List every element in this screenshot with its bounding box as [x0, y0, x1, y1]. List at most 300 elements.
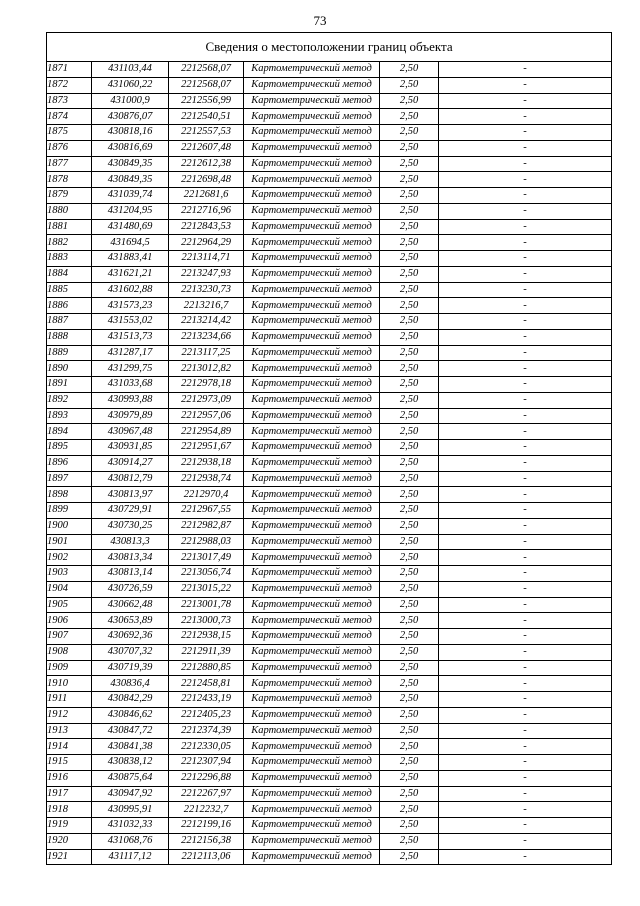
description-cell: -: [439, 298, 612, 314]
description-cell: -: [439, 156, 612, 172]
description-cell: -: [439, 818, 612, 834]
x-coordinate-cell: 431000,9: [92, 93, 169, 109]
accuracy-cell: 2,50: [380, 455, 439, 471]
description-cell: -: [439, 109, 612, 125]
method-cell: Картометрический метод: [244, 487, 380, 503]
accuracy-cell: 2,50: [380, 408, 439, 424]
accuracy-cell: 2,50: [380, 613, 439, 629]
y-coordinate-cell: 2212540,51: [169, 109, 244, 125]
x-coordinate-cell: 430849,35: [92, 156, 169, 172]
point-number-cell: 1921: [47, 849, 92, 865]
accuracy-cell: 2,50: [380, 566, 439, 582]
y-coordinate-cell: 2212970,4: [169, 487, 244, 503]
description-cell: -: [439, 770, 612, 786]
description-cell: -: [439, 140, 612, 156]
table-row: [47, 188, 612, 204]
table-row: [47, 471, 612, 487]
description-cell: -: [439, 487, 612, 503]
point-number-cell: 1899: [47, 503, 92, 519]
point-number-cell: 1911: [47, 692, 92, 708]
description-cell: -: [439, 314, 612, 330]
table-row: [47, 172, 612, 188]
point-number-cell: 1916: [47, 770, 92, 786]
description-cell: -: [439, 377, 612, 393]
y-coordinate-cell: 2212967,55: [169, 503, 244, 519]
description-cell: -: [439, 361, 612, 377]
description-cell: -: [439, 188, 612, 204]
method-cell: Картометрический метод: [244, 440, 380, 456]
point-number-cell: 1913: [47, 723, 92, 739]
x-coordinate-cell: 430812,79: [92, 471, 169, 487]
x-coordinate-cell: 431117,12: [92, 849, 169, 865]
table-row: [47, 62, 612, 78]
accuracy-cell: 2,50: [380, 345, 439, 361]
description-cell: -: [439, 219, 612, 235]
table-row: [47, 203, 612, 219]
table-row: [47, 219, 612, 235]
y-coordinate-cell: 2213012,82: [169, 361, 244, 377]
table-row: [47, 140, 612, 156]
y-coordinate-cell: 2212199,16: [169, 818, 244, 834]
method-cell: Картометрический метод: [244, 786, 380, 802]
y-coordinate-cell: 2212698,48: [169, 172, 244, 188]
x-coordinate-cell: 431287,17: [92, 345, 169, 361]
point-number-cell: 1909: [47, 660, 92, 676]
accuracy-cell: 2,50: [380, 581, 439, 597]
accuracy-cell: 2,50: [380, 203, 439, 219]
table-row: [47, 739, 612, 755]
x-coordinate-cell: 430813,3: [92, 534, 169, 550]
method-cell: Картометрический метод: [244, 644, 380, 660]
table-row: [47, 487, 612, 503]
x-coordinate-cell: 431883,41: [92, 251, 169, 267]
description-cell: -: [439, 786, 612, 802]
y-coordinate-cell: 2212681,6: [169, 188, 244, 204]
accuracy-cell: 2,50: [380, 251, 439, 267]
table-row: [47, 329, 612, 345]
y-coordinate-cell: 2213056,74: [169, 566, 244, 582]
method-cell: Картометрический метод: [244, 392, 380, 408]
point-number-cell: 1912: [47, 707, 92, 723]
point-number-cell: 1920: [47, 833, 92, 849]
description-cell: -: [439, 739, 612, 755]
description-cell: -: [439, 566, 612, 582]
y-coordinate-cell: 2212978,18: [169, 377, 244, 393]
y-coordinate-cell: 2212113,06: [169, 849, 244, 865]
x-coordinate-cell: 431032,33: [92, 818, 169, 834]
table-row: [47, 581, 612, 597]
boundary-coordinates-table: [46, 32, 612, 865]
table-row: [47, 849, 612, 865]
description-cell: -: [439, 266, 612, 282]
accuracy-cell: 2,50: [380, 361, 439, 377]
accuracy-cell: 2,50: [380, 62, 439, 78]
accuracy-cell: 2,50: [380, 692, 439, 708]
table-row: [47, 802, 612, 818]
accuracy-cell: 2,50: [380, 314, 439, 330]
x-coordinate-cell: 430979,89: [92, 408, 169, 424]
method-cell: Картометрический метод: [244, 755, 380, 771]
accuracy-cell: 2,50: [380, 770, 439, 786]
x-coordinate-cell: 430836,4: [92, 676, 169, 692]
table-row: [47, 251, 612, 267]
accuracy-cell: 2,50: [380, 802, 439, 818]
y-coordinate-cell: 2212938,74: [169, 471, 244, 487]
accuracy-cell: 2,50: [380, 755, 439, 771]
accuracy-cell: 2,50: [380, 298, 439, 314]
description-cell: -: [439, 802, 612, 818]
point-number-cell: 1915: [47, 755, 92, 771]
y-coordinate-cell: 2212557,53: [169, 125, 244, 141]
table-row: [47, 550, 612, 566]
description-cell: -: [439, 93, 612, 109]
method-cell: Картометрический метод: [244, 140, 380, 156]
point-number-cell: 1905: [47, 597, 92, 613]
description-cell: -: [439, 660, 612, 676]
method-cell: Картометрический метод: [244, 188, 380, 204]
accuracy-cell: 2,50: [380, 77, 439, 93]
point-number-cell: 1880: [47, 203, 92, 219]
x-coordinate-cell: 430876,07: [92, 109, 169, 125]
x-coordinate-cell: 430816,69: [92, 140, 169, 156]
x-coordinate-cell: 430849,35: [92, 172, 169, 188]
x-coordinate-cell: 431103,44: [92, 62, 169, 78]
method-cell: Картометрический метод: [244, 503, 380, 519]
y-coordinate-cell: 2212973,09: [169, 392, 244, 408]
y-coordinate-cell: 2212716,96: [169, 203, 244, 219]
description-cell: -: [439, 597, 612, 613]
accuracy-cell: 2,50: [380, 487, 439, 503]
table-row: [47, 345, 612, 361]
point-number-cell: 1881: [47, 219, 92, 235]
point-number-cell: 1888: [47, 329, 92, 345]
description-cell: -: [439, 125, 612, 141]
x-coordinate-cell: 430931,85: [92, 440, 169, 456]
description-cell: -: [439, 282, 612, 298]
table-row: [47, 786, 612, 802]
x-coordinate-cell: 431694,5: [92, 235, 169, 251]
point-number-cell: 1873: [47, 93, 92, 109]
point-number-cell: 1890: [47, 361, 92, 377]
y-coordinate-cell: 2212330,05: [169, 739, 244, 755]
x-coordinate-cell: 430813,97: [92, 487, 169, 503]
table-row: [47, 125, 612, 141]
x-coordinate-cell: 430842,29: [92, 692, 169, 708]
point-number-cell: 1897: [47, 471, 92, 487]
accuracy-cell: 2,50: [380, 282, 439, 298]
table-row: [47, 692, 612, 708]
y-coordinate-cell: 2212433,19: [169, 692, 244, 708]
y-coordinate-cell: 2212458,81: [169, 676, 244, 692]
accuracy-cell: 2,50: [380, 172, 439, 188]
x-coordinate-cell: 430838,12: [92, 755, 169, 771]
method-cell: Картометрический метод: [244, 251, 380, 267]
method-cell: Картометрический метод: [244, 739, 380, 755]
x-coordinate-cell: 430719,39: [92, 660, 169, 676]
method-cell: Картометрический метод: [244, 235, 380, 251]
point-number-cell: 1919: [47, 818, 92, 834]
point-number-cell: 1894: [47, 424, 92, 440]
point-number-cell: 1886: [47, 298, 92, 314]
description-cell: -: [439, 235, 612, 251]
table-row: [47, 723, 612, 739]
y-coordinate-cell: 2212568,07: [169, 62, 244, 78]
x-coordinate-cell: 430875,64: [92, 770, 169, 786]
method-cell: Картометрический метод: [244, 707, 380, 723]
description-cell: -: [439, 833, 612, 849]
y-coordinate-cell: 2212988,03: [169, 534, 244, 550]
table-row: [47, 644, 612, 660]
y-coordinate-cell: 2212880,85: [169, 660, 244, 676]
description-cell: -: [439, 345, 612, 361]
table-row: [47, 408, 612, 424]
description-cell: -: [439, 629, 612, 645]
description-cell: -: [439, 62, 612, 78]
description-cell: -: [439, 408, 612, 424]
accuracy-cell: 2,50: [380, 833, 439, 849]
x-coordinate-cell: 430730,25: [92, 518, 169, 534]
x-coordinate-cell: 430914,27: [92, 455, 169, 471]
description-cell: -: [439, 455, 612, 471]
accuracy-cell: 2,50: [380, 109, 439, 125]
x-coordinate-cell: 431513,73: [92, 329, 169, 345]
y-coordinate-cell: 2213214,42: [169, 314, 244, 330]
point-number-cell: 1885: [47, 282, 92, 298]
accuracy-cell: 2,50: [380, 266, 439, 282]
method-cell: Картометрический метод: [244, 314, 380, 330]
description-cell: -: [439, 613, 612, 629]
accuracy-cell: 2,50: [380, 156, 439, 172]
description-cell: -: [439, 707, 612, 723]
y-coordinate-cell: 2212964,29: [169, 235, 244, 251]
x-coordinate-cell: 431602,88: [92, 282, 169, 298]
description-cell: -: [439, 550, 612, 566]
method-cell: Картометрический метод: [244, 329, 380, 345]
point-number-cell: 1918: [47, 802, 92, 818]
point-number-cell: 1877: [47, 156, 92, 172]
table-row: [47, 361, 612, 377]
x-coordinate-cell: 431573,23: [92, 298, 169, 314]
accuracy-cell: 2,50: [380, 188, 439, 204]
description-cell: -: [439, 534, 612, 550]
point-number-cell: 1907: [47, 629, 92, 645]
description-cell: -: [439, 392, 612, 408]
point-number-cell: 1895: [47, 440, 92, 456]
description-cell: -: [439, 77, 612, 93]
method-cell: Картометрический метод: [244, 62, 380, 78]
section-title: Сведения о местоположении границ объекта: [47, 33, 612, 62]
description-cell: -: [439, 203, 612, 219]
point-number-cell: 1893: [47, 408, 92, 424]
table-row: [47, 377, 612, 393]
description-cell: -: [439, 251, 612, 267]
x-coordinate-cell: 431033,68: [92, 377, 169, 393]
table-row: [47, 818, 612, 834]
point-number-cell: 1871: [47, 62, 92, 78]
point-number-cell: 1903: [47, 566, 92, 582]
accuracy-cell: 2,50: [380, 392, 439, 408]
description-cell: -: [439, 723, 612, 739]
accuracy-cell: 2,50: [380, 235, 439, 251]
method-cell: Картометрический метод: [244, 629, 380, 645]
x-coordinate-cell: 431068,76: [92, 833, 169, 849]
y-coordinate-cell: 2212374,39: [169, 723, 244, 739]
x-coordinate-cell: 430995,91: [92, 802, 169, 818]
table-row: [47, 613, 612, 629]
point-number-cell: 1878: [47, 172, 92, 188]
description-cell: -: [439, 440, 612, 456]
method-cell: Картометрический метод: [244, 676, 380, 692]
method-cell: Картометрический метод: [244, 534, 380, 550]
point-number-cell: 1902: [47, 550, 92, 566]
y-coordinate-cell: 2212556,99: [169, 93, 244, 109]
point-number-cell: 1900: [47, 518, 92, 534]
x-coordinate-cell: 431553,02: [92, 314, 169, 330]
x-coordinate-cell: 431480,69: [92, 219, 169, 235]
accuracy-cell: 2,50: [380, 329, 439, 345]
y-coordinate-cell: 2213230,73: [169, 282, 244, 298]
table-row: [47, 660, 612, 676]
accuracy-cell: 2,50: [380, 660, 439, 676]
x-coordinate-cell: 431621,21: [92, 266, 169, 282]
accuracy-cell: 2,50: [380, 503, 439, 519]
accuracy-cell: 2,50: [380, 550, 439, 566]
x-coordinate-cell: 431060,22: [92, 77, 169, 93]
method-cell: Картометрический метод: [244, 125, 380, 141]
method-cell: Картометрический метод: [244, 266, 380, 282]
y-coordinate-cell: 2212568,07: [169, 77, 244, 93]
point-number-cell: 1898: [47, 487, 92, 503]
accuracy-cell: 2,50: [380, 93, 439, 109]
method-cell: Картометрический метод: [244, 471, 380, 487]
method-cell: Картометрический метод: [244, 408, 380, 424]
y-coordinate-cell: 2213247,93: [169, 266, 244, 282]
method-cell: Картометрический метод: [244, 660, 380, 676]
method-cell: Картометрический метод: [244, 172, 380, 188]
table-row: [47, 314, 612, 330]
point-number-cell: 1887: [47, 314, 92, 330]
method-cell: Картометрический метод: [244, 455, 380, 471]
method-cell: Картометрический метод: [244, 109, 380, 125]
y-coordinate-cell: 2212938,15: [169, 629, 244, 645]
table-row: [47, 392, 612, 408]
point-number-cell: 1906: [47, 613, 92, 629]
y-coordinate-cell: 2212843,53: [169, 219, 244, 235]
y-coordinate-cell: 2212267,97: [169, 786, 244, 802]
table-body: [47, 62, 612, 865]
y-coordinate-cell: 2213114,71: [169, 251, 244, 267]
accuracy-cell: 2,50: [380, 377, 439, 393]
y-coordinate-cell: 2212982,87: [169, 518, 244, 534]
accuracy-cell: 2,50: [380, 676, 439, 692]
method-cell: Картометрический метод: [244, 723, 380, 739]
point-number-cell: 1917: [47, 786, 92, 802]
point-number-cell: 1874: [47, 109, 92, 125]
y-coordinate-cell: 2212957,06: [169, 408, 244, 424]
table-row: [47, 282, 612, 298]
accuracy-cell: 2,50: [380, 644, 439, 660]
table-row: [47, 518, 612, 534]
x-coordinate-cell: 430967,48: [92, 424, 169, 440]
y-coordinate-cell: 2212405,23: [169, 707, 244, 723]
y-coordinate-cell: 2213017,49: [169, 550, 244, 566]
point-number-cell: 1914: [47, 739, 92, 755]
method-cell: Картометрический метод: [244, 282, 380, 298]
table-row: [47, 455, 612, 471]
description-cell: -: [439, 581, 612, 597]
x-coordinate-cell: 430818,16: [92, 125, 169, 141]
method-cell: Картометрический метод: [244, 833, 380, 849]
point-number-cell: 1872: [47, 77, 92, 93]
y-coordinate-cell: 2213216,7: [169, 298, 244, 314]
table-row: [47, 156, 612, 172]
method-cell: Картометрический метод: [244, 77, 380, 93]
table-row: [47, 77, 612, 93]
point-number-cell: 1879: [47, 188, 92, 204]
accuracy-cell: 2,50: [380, 739, 439, 755]
method-cell: Картометрический метод: [244, 597, 380, 613]
method-cell: Картометрический метод: [244, 818, 380, 834]
y-coordinate-cell: 2213001,78: [169, 597, 244, 613]
method-cell: Картометрический метод: [244, 219, 380, 235]
accuracy-cell: 2,50: [380, 140, 439, 156]
y-coordinate-cell: 2212307,94: [169, 755, 244, 771]
method-cell: Картометрический метод: [244, 93, 380, 109]
x-coordinate-cell: 430813,34: [92, 550, 169, 566]
y-coordinate-cell: 2213234,66: [169, 329, 244, 345]
y-coordinate-cell: 2213117,25: [169, 345, 244, 361]
point-number-cell: 1901: [47, 534, 92, 550]
accuracy-cell: 2,50: [380, 597, 439, 613]
description-cell: -: [439, 172, 612, 188]
description-cell: -: [439, 518, 612, 534]
accuracy-cell: 2,50: [380, 440, 439, 456]
y-coordinate-cell: 2212232,7: [169, 802, 244, 818]
table-row: [47, 440, 612, 456]
table-row: [47, 534, 612, 550]
point-number-cell: 1892: [47, 392, 92, 408]
table-row: [47, 707, 612, 723]
accuracy-cell: 2,50: [380, 818, 439, 834]
method-cell: Картометрический метод: [244, 770, 380, 786]
method-cell: Картометрический метод: [244, 518, 380, 534]
description-cell: -: [439, 676, 612, 692]
description-cell: -: [439, 692, 612, 708]
table-row: [47, 503, 612, 519]
y-coordinate-cell: 2212156,38: [169, 833, 244, 849]
accuracy-cell: 2,50: [380, 629, 439, 645]
point-number-cell: 1884: [47, 266, 92, 282]
accuracy-cell: 2,50: [380, 125, 439, 141]
accuracy-cell: 2,50: [380, 534, 439, 550]
point-number-cell: 1891: [47, 377, 92, 393]
x-coordinate-cell: 431039,74: [92, 188, 169, 204]
x-coordinate-cell: 430813,14: [92, 566, 169, 582]
x-coordinate-cell: 430993,88: [92, 392, 169, 408]
description-cell: -: [439, 849, 612, 865]
x-coordinate-cell: 430707,32: [92, 644, 169, 660]
x-coordinate-cell: 430846,62: [92, 707, 169, 723]
accuracy-cell: 2,50: [380, 723, 439, 739]
method-cell: Картометрический метод: [244, 692, 380, 708]
method-cell: Картометрический метод: [244, 613, 380, 629]
description-cell: -: [439, 503, 612, 519]
method-cell: Картометрический метод: [244, 550, 380, 566]
accuracy-cell: 2,50: [380, 786, 439, 802]
y-coordinate-cell: 2212296,88: [169, 770, 244, 786]
table-row: [47, 266, 612, 282]
point-number-cell: 1904: [47, 581, 92, 597]
